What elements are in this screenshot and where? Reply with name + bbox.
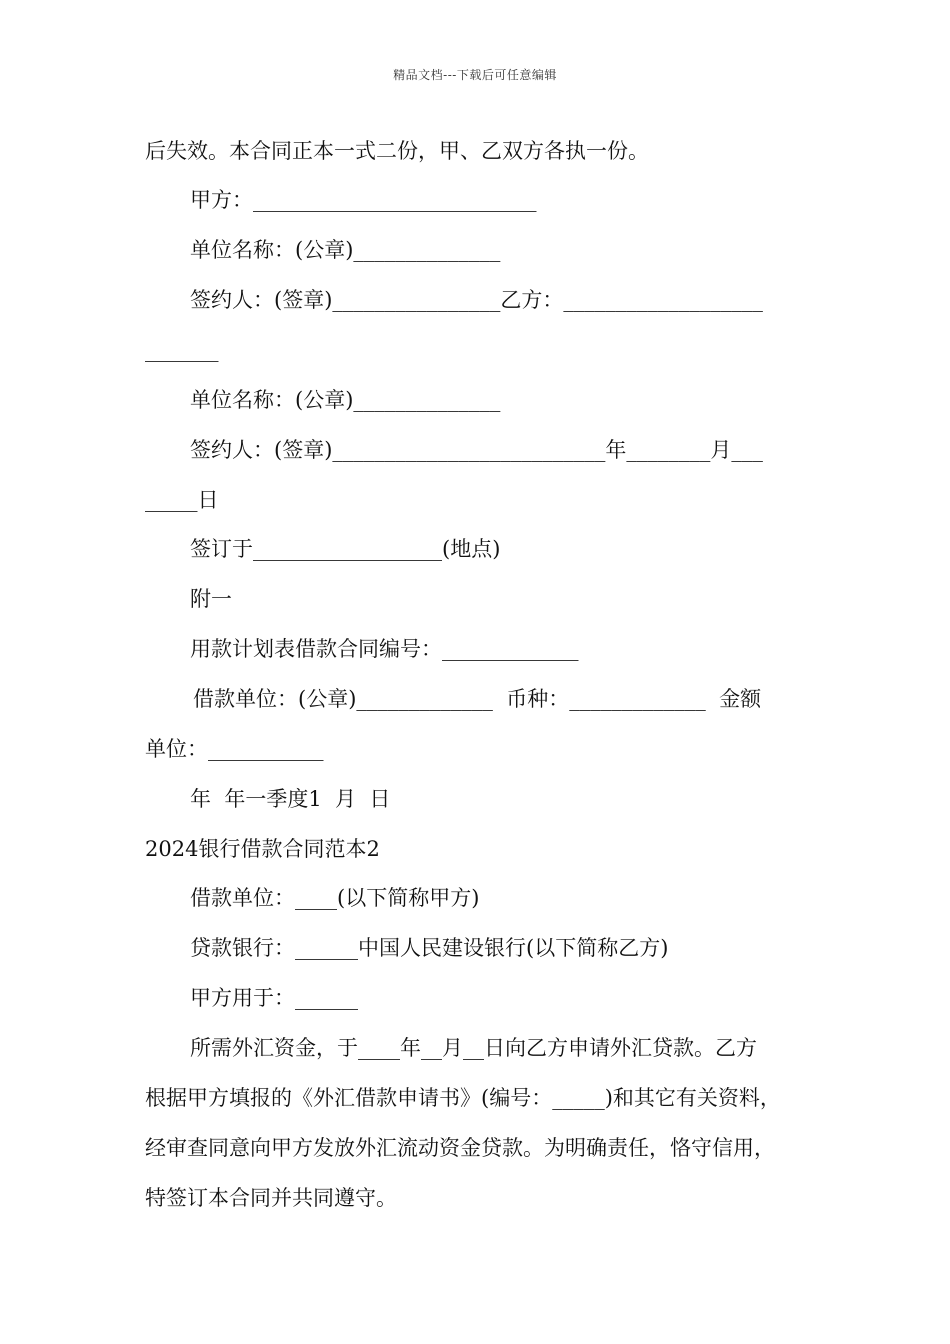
text-line: 附一 <box>190 587 232 611</box>
text-line: 根据甲方填报的《外汇借款申请书》(编号：_____)和其它有关资料， <box>145 1086 781 1110</box>
text-line: 签订于__________________(地点) <box>190 537 501 561</box>
text-line: 贷款银行：______中国人民建设银行(以下简称乙方) <box>190 936 669 960</box>
text-line: 用款计划表借款合同编号：_____________ <box>190 637 579 661</box>
text-line: 单位名称：(公章)______________ <box>190 388 501 412</box>
text-line: _____日 <box>145 488 219 512</box>
page-header: 精品文档---下载后可任意编辑 <box>393 68 557 82</box>
text-line: 单位：___________ <box>145 737 324 761</box>
text-line: 借款单位：____(以下简称甲方) <box>190 886 480 910</box>
text-line: 年 年一季度1 月 日 <box>190 787 391 811</box>
text-line: 2024银行借款合同范本2 <box>145 837 380 861</box>
text-line: 特签订本合同并共同遵守。 <box>145 1186 397 1210</box>
text-line: 甲方用于：______ <box>190 986 358 1010</box>
text-line: 所需外汇资金，于____年__月__日向乙方申请外汇贷款。乙方 <box>190 1036 757 1060</box>
text-line: 甲方：___________________________ <box>190 188 537 212</box>
text-line: 经审查同意向甲方发放外汇流动资金贷款。为明确责任，恪守信用， <box>145 1136 775 1160</box>
text-line: 后失效。本合同正本一式二份，甲、乙双方各执一份。 <box>145 139 649 163</box>
text-line: 签约人：(签章)__________________________年________月___ <box>190 438 763 462</box>
text-line: 签约人：(签章)________________乙方：___________________ <box>190 288 763 312</box>
text-line: 借款单位：(公章)_____________ 币种：_____________ 金额 <box>193 687 762 711</box>
text-line: 单位名称：(公章)______________ <box>190 238 501 262</box>
text-line: _______ <box>145 338 219 362</box>
